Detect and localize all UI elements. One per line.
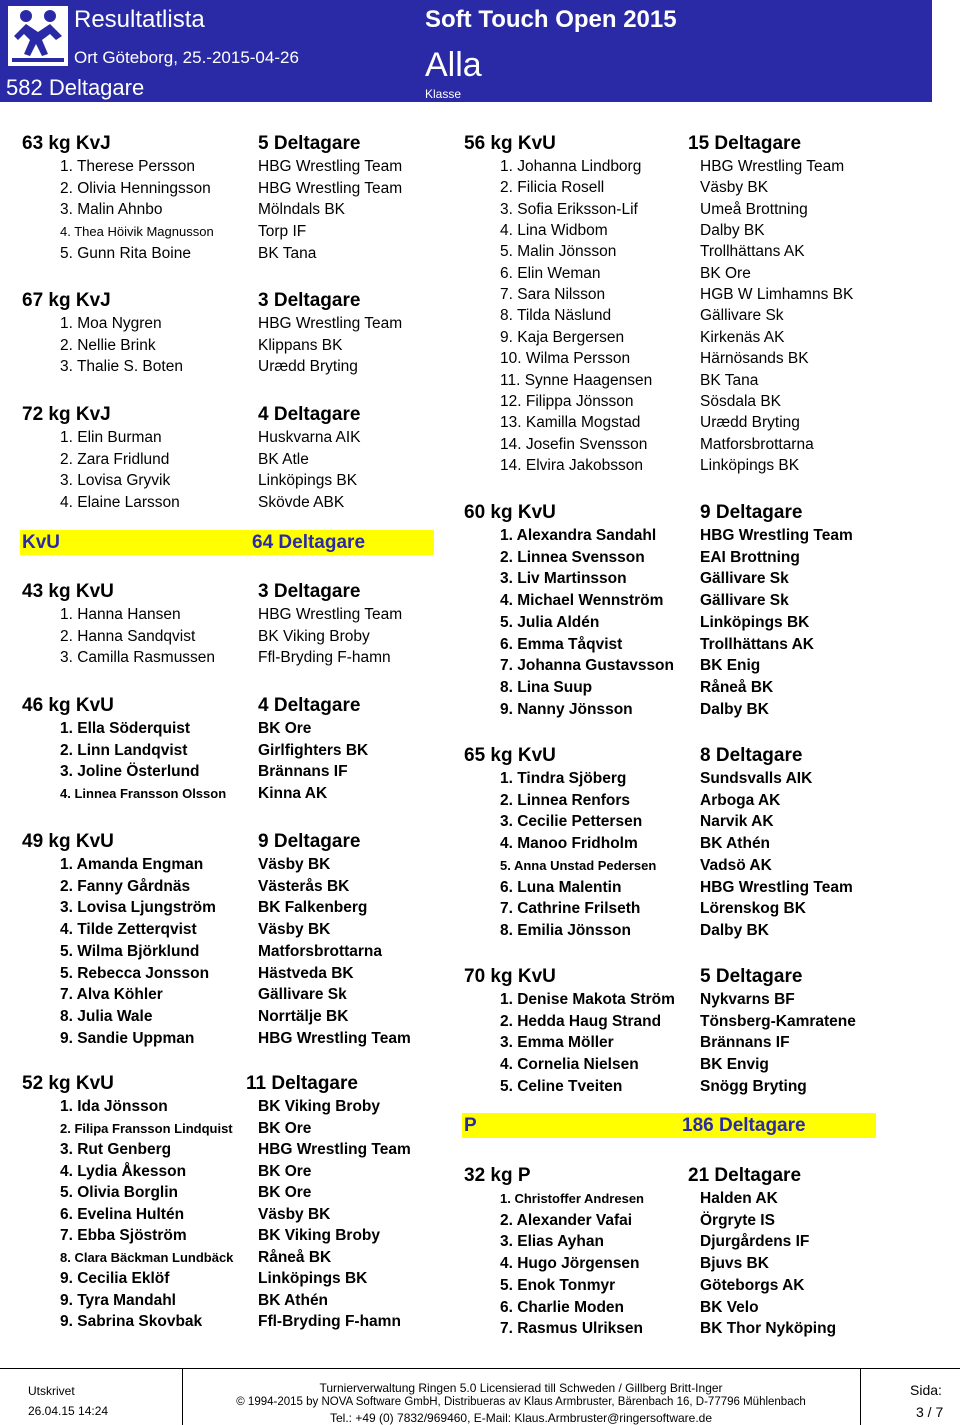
wrestler-name: 4. Elaine Larsson xyxy=(60,494,180,512)
total-participants: 582 Deltagare xyxy=(6,75,145,100)
club-name: BK Enig xyxy=(700,657,761,675)
weight-class-header xyxy=(22,581,361,603)
club-name: Göteborgs AK xyxy=(700,1276,805,1294)
section-band-kvu xyxy=(20,530,434,555)
weight-class-header xyxy=(22,290,361,312)
wrestler-name: 13. Kamilla Mogstad xyxy=(500,414,641,432)
wrestler-name: 1. Hanna Hansen xyxy=(60,606,181,623)
club-name: BK Viking Broby xyxy=(258,627,370,645)
wrestler-name: 1. Tindra Sjöberg xyxy=(500,770,627,787)
wrestler-name: 5. Rebecca Jonsson xyxy=(60,964,210,982)
wrestler-name: 4. Cornelia Nielsen xyxy=(500,1056,639,1074)
wrestler-name: 3. Joline Österlund xyxy=(60,763,200,781)
wrestler-name: 2. Linnea Renfors xyxy=(500,791,631,809)
club-name: Väsby BK xyxy=(700,179,769,197)
club-name: BK Falkenberg xyxy=(258,899,368,917)
club-name: BK Ore xyxy=(258,1184,312,1201)
club-name: BK Athén xyxy=(700,835,771,853)
wrestler-name: 4. Thea Höivik Magnusson xyxy=(60,224,214,240)
club-name: HBG Wrestling Team xyxy=(258,1141,411,1158)
wrestler-name: 1. Amanda Engman xyxy=(60,856,204,873)
club-name: HBG Wrestling Team xyxy=(700,878,853,896)
contact-line: Tel.: +49 (0) 7832/969460, E-Mail: Klaus.Armbruster@ringersoftware.de xyxy=(329,1411,713,1425)
club-name: Väsby BK xyxy=(258,856,331,873)
club-name: HBG Wrestling Team xyxy=(258,179,403,197)
club-name: Linköpings BK xyxy=(258,472,358,490)
place-date: Ort Göteborg, 25.-2015-04-26 xyxy=(74,48,299,67)
club-name: EAI Brottning xyxy=(700,548,800,566)
club-name: BK Velo xyxy=(700,1298,759,1316)
copyright-line: © 1994-2015 by NOVA Software GmbH, Distribueras av Klaus Armbruster, Bärenbach 16, D-77796 Mühlenbach xyxy=(236,1396,806,1408)
club-name: HGB W Limhamns BK xyxy=(700,286,854,304)
club-name: Sösdala BK xyxy=(700,392,781,410)
section-label: KvU xyxy=(22,532,61,553)
club-name: Urædd Bryting xyxy=(700,414,800,432)
participant-count: 9 Deltagare xyxy=(700,502,803,523)
club-name: Väsby BK xyxy=(258,1205,331,1223)
weight-class-header xyxy=(22,404,361,426)
wrestler-name: 9. Sandie Uppman xyxy=(60,1029,195,1047)
participant-count: 8 Deltagare xyxy=(700,745,803,766)
wrestler-name: 4. Lina Widbom xyxy=(500,222,608,240)
weight-class-title: 70 kg KvU xyxy=(464,966,556,987)
club-name: Örgryte IS xyxy=(700,1211,775,1229)
club-name: Norrtälje BK xyxy=(258,1007,349,1025)
wrestler-name: 4. Linnea Fransson Olsson xyxy=(60,786,227,802)
weight-class-header xyxy=(22,133,361,155)
wrestler-name: 3. Cecilie Pettersen xyxy=(500,813,643,831)
club-name: Narvik AK xyxy=(700,813,774,831)
club-name: Trollhättans AK xyxy=(700,243,805,261)
weight-class-title: 43 kg KvU xyxy=(22,581,114,602)
wrestler-name: 9. Nanny Jönsson xyxy=(500,700,633,718)
club-name: Sundsvalls AIK xyxy=(700,770,813,787)
club-name: BK Ore xyxy=(258,1119,312,1137)
club-name: Matforsbrottarna xyxy=(700,435,814,453)
wrestler-name: 3. Lovisa Gryvik xyxy=(60,472,171,490)
wrestler-name: 1. Moa Nygren xyxy=(60,315,162,332)
club-name: Vadsö AK xyxy=(700,856,772,874)
wrestler-name: 5. Celine Tveiten xyxy=(500,1077,623,1095)
participant-count: 15 Deltagare xyxy=(688,133,802,154)
wrestler-name: 1. Therese Persson xyxy=(60,158,195,175)
footer-divider xyxy=(860,1368,861,1425)
club-name: HBG Wrestling Team xyxy=(258,315,403,332)
club-name: BK Viking Broby xyxy=(258,1098,381,1115)
weight-class-header xyxy=(464,966,803,988)
club-name: Linköpings BK xyxy=(700,613,810,631)
weight-class-title: 49 kg KvU xyxy=(22,831,114,852)
club-name: Snögg Bryting xyxy=(700,1077,807,1095)
weight-class-header xyxy=(22,831,361,853)
participant-count: 5 Deltagare xyxy=(700,966,803,987)
club-name: HBG Wrestling Team xyxy=(700,158,845,175)
weight-class-header xyxy=(22,1073,358,1095)
klass-value: Alla xyxy=(425,46,482,84)
wrestler-name: 1. Denise Makota Ström xyxy=(500,991,675,1008)
section-band-p xyxy=(462,1113,876,1138)
wrestler-name: 3. Emma Möller xyxy=(500,1034,614,1052)
wrestler-name: 6. Luna Malentin xyxy=(500,878,622,896)
wrestler-name: 5. Enok Tonmyr xyxy=(500,1276,616,1294)
club-name: BK Ore xyxy=(700,264,751,282)
club-name: Brännans IF xyxy=(700,1034,790,1052)
wrestler-name: 6. Emma Tåqvist xyxy=(500,635,623,653)
wrestler-name: 5. Wilma Björklund xyxy=(60,942,200,960)
wrestler-name: 2. Hedda Haug Strand xyxy=(500,1012,662,1030)
club-name: Mölndals BK xyxy=(258,201,346,219)
club-name: Bjuvs BK xyxy=(700,1255,769,1273)
club-name: Dalby BK xyxy=(700,222,765,240)
weight-class-title: 67 kg KvJ xyxy=(22,290,111,311)
wrestler-name: 9. Cecilia Eklöf xyxy=(60,1270,170,1287)
club-name: BK Viking Broby xyxy=(258,1227,381,1244)
club-name: HBG Wrestling Team xyxy=(700,527,853,544)
club-name: Tönsberg-Kamratene xyxy=(700,1012,856,1030)
wrestler-name: 8. Emilia Jönsson xyxy=(500,921,631,939)
wrestler-name: 3. Rut Genberg xyxy=(60,1141,172,1158)
wrestler-name: 1. Alexandra Sandahl xyxy=(500,527,657,544)
club-name: Väsby BK xyxy=(258,921,331,939)
wrestler-name: 10. Wilma Persson xyxy=(500,350,631,368)
wrestler-name: 8. Lina Suup xyxy=(500,678,593,696)
wrestler-name: 5. Gunn Rita Boine xyxy=(60,244,191,262)
wrestler-name: 11. Synne Haagensen xyxy=(500,371,653,389)
participant-count: 11 Deltagare xyxy=(246,1073,358,1094)
wrestler-name: 7. Johanna Gustavsson xyxy=(500,657,674,675)
wrestler-name: 4. Manoo Fridholm xyxy=(500,835,638,853)
club-name: Linköpings BK xyxy=(258,1270,368,1287)
club-name: Djurgårdens IF xyxy=(700,1233,810,1251)
club-name: Klippans BK xyxy=(258,336,343,354)
club-name: Dalby BK xyxy=(700,700,769,718)
weight-class-title: 56 kg KvU xyxy=(464,133,556,154)
weight-class-title: 72 kg KvJ xyxy=(22,404,111,425)
participant-count: 5 Deltagare xyxy=(258,133,361,154)
wrestler-name: 7. Cathrine Frilseth xyxy=(500,900,641,918)
wrestler-name: 3. Malin Ahnbo xyxy=(60,201,163,219)
wrestler-name: 2. Fanny Gårdnäs xyxy=(60,877,191,895)
weight-class-title: 63 kg KvJ xyxy=(22,133,111,154)
wrestler-name: 7. Sara Nilsson xyxy=(500,286,606,304)
club-name: Gällivare Sk xyxy=(700,570,789,588)
wrestler-name: 2. Nellie Brink xyxy=(60,336,156,354)
section-count: 186 Deltagare xyxy=(682,1115,806,1136)
club-name: Gällivare Sk xyxy=(258,986,347,1004)
club-name: BK Tana xyxy=(258,244,317,262)
wrestler-name: 7. Alva Köhler xyxy=(60,986,163,1004)
weight-class-title: 65 kg KvU xyxy=(464,745,556,766)
club-name: Skövde ABK xyxy=(258,494,345,512)
weight-class-header xyxy=(464,502,803,524)
club-name: Ffl-Bryding F-hamn xyxy=(258,1313,401,1330)
weight-class-header xyxy=(464,133,802,155)
club-name: Råneå BK xyxy=(700,678,774,696)
section-count: 64 Deltagare xyxy=(252,532,366,553)
wrestler-name: 4. Tilde Zetterqvist xyxy=(60,921,197,939)
club-name: Gällivare Sk xyxy=(700,307,784,325)
wrestler-name: 2. Filicia Rosell xyxy=(500,179,605,197)
wrestler-name: 9. Sabrina Skovbak xyxy=(60,1313,203,1330)
club-name: Kirkenäs AK xyxy=(700,328,785,346)
printed-timestamp: 26.04.15 14:24 xyxy=(28,1404,109,1418)
footer-divider xyxy=(0,1368,960,1369)
participant-count: 21 Deltagare xyxy=(688,1165,802,1186)
club-name: Nykvarns BF xyxy=(700,991,795,1008)
club-name: BK Thor Nyköping xyxy=(700,1320,837,1338)
wrestler-name: 2. Hanna Sandqvist xyxy=(60,627,196,645)
wrestler-name: 8. Tilda Näslund xyxy=(500,307,612,325)
club-name: Arboga AK xyxy=(700,791,781,809)
klass-label: Klasse xyxy=(425,87,462,101)
wrestler-name: 6. Evelina Hultén xyxy=(60,1205,185,1223)
wrestler-name: 3. Thalie S. Boten xyxy=(60,358,183,376)
weight-class-header xyxy=(464,745,803,767)
club-name: BK Envig xyxy=(700,1056,769,1074)
wrestler-name: 14. Elvira Jakobsson xyxy=(500,456,644,474)
wrestler-name: 1. Johanna Lindborg xyxy=(500,158,642,175)
club-name: Urædd Bryting xyxy=(258,358,358,376)
weight-class-title: 60 kg KvU xyxy=(464,502,556,523)
participant-count: 3 Deltagare xyxy=(258,581,361,602)
club-name: HBG Wrestling Team xyxy=(258,158,403,175)
wrestler-name: 2. Linn Landqvist xyxy=(60,741,188,759)
weight-class-title: 32 kg P xyxy=(464,1165,531,1186)
wrestler-name: 7. Ebba Sjöström xyxy=(60,1227,187,1244)
club-name: Gällivare Sk xyxy=(700,592,789,610)
wrestler-name: 4. Hugo Jörgensen xyxy=(500,1255,640,1273)
wrestler-name: 5. Malin Jönsson xyxy=(500,243,617,261)
wrestler-name: 1. Christoffer Andresen xyxy=(500,1191,644,1206)
wrestler-name: 1. Elin Burman xyxy=(60,429,162,446)
wrestler-name: 9. Tyra Mandahl xyxy=(60,1291,176,1309)
club-name: Torp IF xyxy=(258,223,307,241)
club-name: Hästveda BK xyxy=(258,964,354,982)
club-name: BK Tana xyxy=(700,371,759,389)
wrestler-name: 3. Camilla Rasmussen xyxy=(60,649,216,667)
page-footer xyxy=(0,1368,960,1425)
club-name: Trollhättans AK xyxy=(700,635,814,653)
club-name: Västerås BK xyxy=(258,877,350,895)
wrestler-name: 2. Filipa Fransson Lindquist xyxy=(60,1120,233,1136)
license-line: Turnierverwaltung Ringen 5.0 Licensierad till Schweden / Gillberg Britt-Inger xyxy=(319,1381,723,1395)
page-number: 3 / 7 xyxy=(916,1404,944,1420)
club-name: BK Atle xyxy=(258,450,309,468)
page-label: Sida: xyxy=(910,1382,942,1398)
wrestler-name: 6. Elin Weman xyxy=(500,264,601,282)
wrestler-name: 6. Charlie Moden xyxy=(500,1298,625,1316)
club-name: Linköpings BK xyxy=(700,456,800,474)
wrestler-name: 2. Alexander Vafai xyxy=(500,1211,633,1229)
wrestler-name: 1. Ella Söderquist xyxy=(60,720,191,737)
club-name: Råneå BK xyxy=(258,1248,332,1266)
club-name: Matforsbrottarna xyxy=(258,942,383,960)
wrestler-name: 5. Julia Aldén xyxy=(500,613,600,631)
section-label: P xyxy=(464,1115,477,1136)
wrestler-name: 8. Clara Bäckman Lundbäck xyxy=(60,1249,234,1265)
wrestler-name: 3. Elias Ayhan xyxy=(500,1233,604,1251)
wrestlers-logo-icon xyxy=(8,6,68,66)
wrestler-name: 2. Olivia Henningsson xyxy=(60,179,211,197)
club-name: BK Athén xyxy=(258,1291,329,1309)
weight-class-title: 52 kg KvU xyxy=(22,1073,114,1094)
weight-class-title: 46 kg KvU xyxy=(22,695,114,716)
participant-count: 9 Deltagare xyxy=(258,831,361,852)
wrestler-name: 5. Olivia Borglin xyxy=(60,1184,178,1201)
wrestler-name: 3. Lovisa Ljungström xyxy=(60,899,216,917)
weight-class-header xyxy=(22,695,361,717)
wrestler-name: 9. Kaja Bergersen xyxy=(500,328,625,346)
club-name: Girlfighters BK xyxy=(258,741,369,759)
participant-count: 4 Deltagare xyxy=(258,404,361,425)
club-name: Halden AK xyxy=(700,1190,778,1207)
club-name: BK Ore xyxy=(258,1162,312,1180)
club-name: Brännans IF xyxy=(258,763,348,781)
club-name: Härnösands BK xyxy=(700,350,809,368)
club-name: Huskvarna AIK xyxy=(258,429,361,446)
wrestler-name: 7. Rasmus Ulriksen xyxy=(500,1320,644,1338)
wrestler-name: 2. Linnea Svensson xyxy=(500,548,645,566)
club-name: HBG Wrestling Team xyxy=(258,1029,411,1047)
list-title: Resultatlista xyxy=(74,6,205,33)
participant-count: 4 Deltagare xyxy=(258,695,361,716)
wrestler-name: 1. Ida Jönsson xyxy=(60,1098,168,1115)
event-name: Soft Touch Open 2015 xyxy=(425,6,677,33)
wrestler-name: 14. Josefin Svensson xyxy=(500,435,648,453)
club-name: Ffl-Bryding F-hamn xyxy=(258,649,391,667)
club-name: BK Ore xyxy=(258,720,312,737)
printed-label: Utskrivet xyxy=(28,1384,75,1398)
wrestler-name: 4. Lydia Åkesson xyxy=(60,1162,187,1180)
participant-count: 3 Deltagare xyxy=(258,290,361,311)
wrestler-name: 3. Liv Martinsson xyxy=(500,570,627,588)
club-name: Dalby BK xyxy=(700,921,769,939)
page-header xyxy=(0,0,932,102)
wrestler-name: 8. Julia Wale xyxy=(60,1007,153,1025)
club-name: Kinna AK xyxy=(258,785,328,803)
club-name: HBG Wrestling Team xyxy=(258,606,403,623)
wrestler-name: 2. Zara Fridlund xyxy=(60,450,170,468)
wrestler-name: 3. Sofia Eriksson-Lif xyxy=(500,200,638,218)
wrestler-name: 12. Filippa Jönsson xyxy=(500,392,634,410)
club-name: Umeå Brottning xyxy=(700,200,808,218)
club-name: Lörenskog BK xyxy=(700,900,806,918)
wrestler-name: 5. Anna Unstad Pedersen xyxy=(500,857,657,873)
weight-class-header xyxy=(464,1165,802,1187)
wrestler-name: 4. Michael Wennström xyxy=(500,592,664,610)
